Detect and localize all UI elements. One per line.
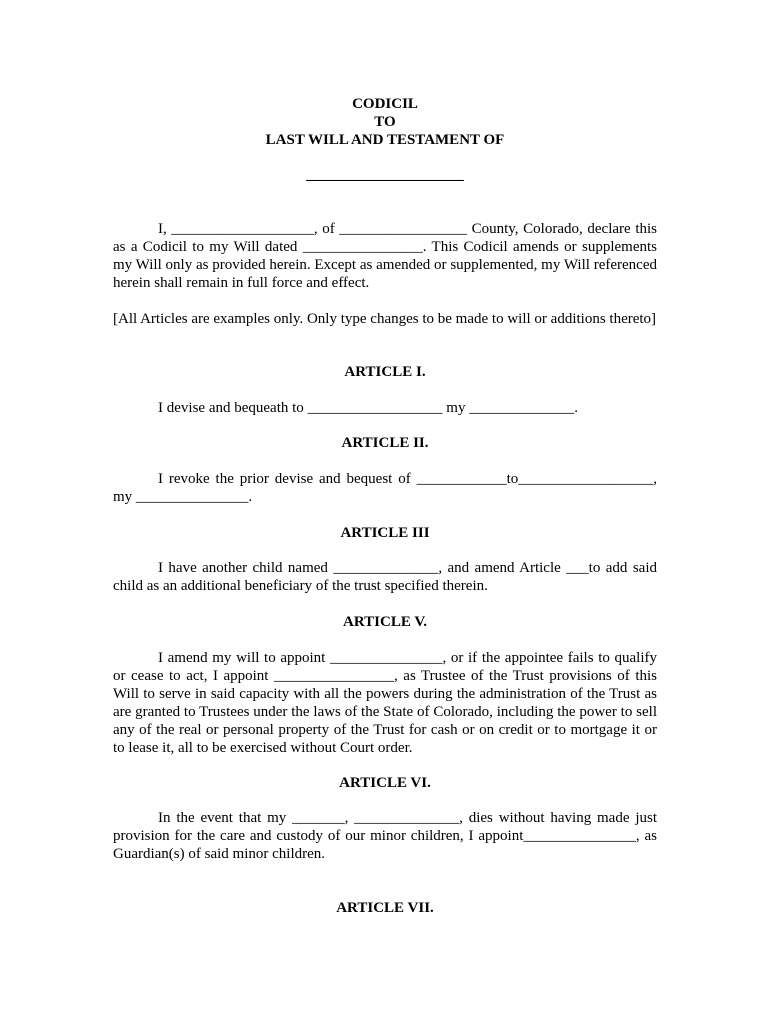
document-title-to: TO xyxy=(374,114,396,130)
article-7-heading: ARTICLE VII. xyxy=(336,900,434,916)
testator-name-blank: _____________________ xyxy=(306,167,464,183)
articles-note: [All Articles are examples only. Only type changes to be made to will or additions thereto] xyxy=(113,311,657,327)
document-title: CODICIL xyxy=(352,96,418,112)
article-2-text: I revoke the prior devise and bequest of ____________to__________________, my _______________. xyxy=(113,471,657,505)
article-3-heading: ARTICLE III xyxy=(340,525,430,541)
intro-paragraph: I, ___________________, of _________________ County, Colorado, declare this as a Codicil to my Will dated ________________. This Codicil amends or supplements my Will only as provided herein. Except as amended or supplemented, my Will referenced herein shall remain in full force and effect. xyxy=(113,221,657,291)
article-3-text: I have another child named ______________, and amend Article ___to add said child as an additional beneficiary of the trust specified therein. xyxy=(113,560,657,594)
article-6-heading: ARTICLE VI. xyxy=(339,775,431,791)
article-1-heading: ARTICLE I. xyxy=(344,364,426,380)
article-2-heading: ARTICLE II. xyxy=(341,435,429,451)
article-5-text: I amend my will to appoint _______________, or if the appointee fails to qualify or cease to act, I appoint ________________, as Trustee of the Trust provisions of this Will to serve in said capacity with all the powers during the administration of the Trust as are granted to Trustees under the laws of the State of Colorado, including the power to sell any of the real or personal property of the Trust for cash or on credit or to mortgage it or to lease it, all to be exercised without Court order. xyxy=(113,650,657,756)
article-5-heading: ARTICLE V. xyxy=(343,614,427,630)
document-title-subject: LAST WILL AND TESTAMENT OF xyxy=(265,132,505,148)
article-6-text: In the event that my _______, ______________, dies without having made just provision for the care and custody of our minor children, I appoint_______________, as Guardian(s) of said minor children. xyxy=(113,810,657,862)
article-1-text: I devise and bequeath to __________________ my ______________. xyxy=(158,400,578,416)
